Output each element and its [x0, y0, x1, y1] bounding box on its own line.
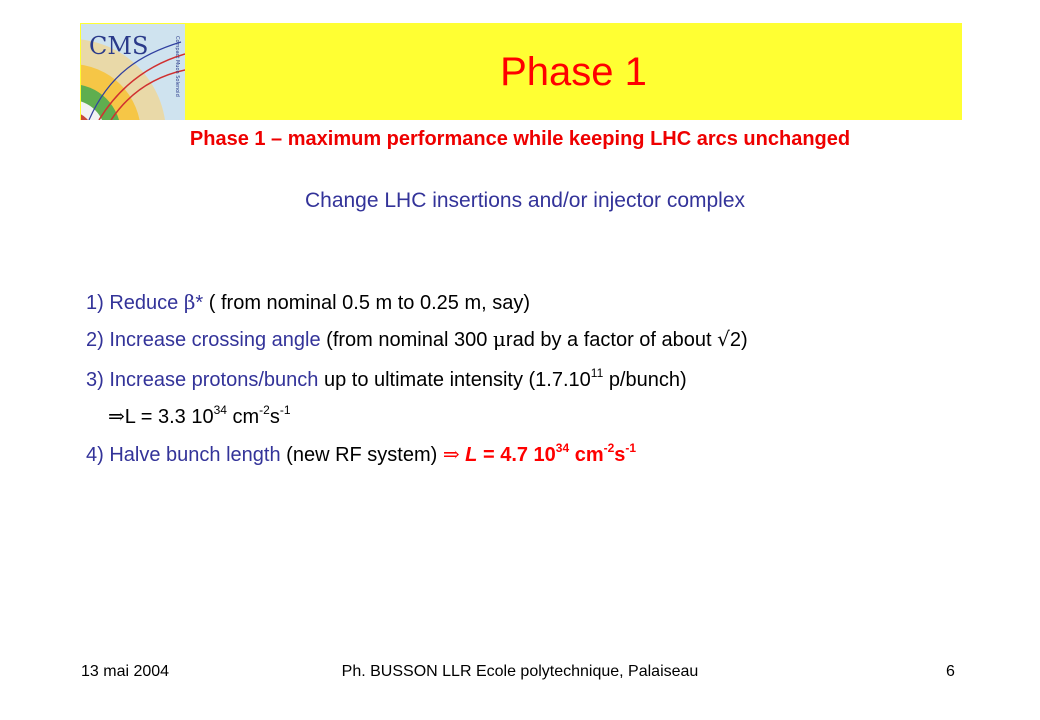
item-action: Halve bunch length — [109, 444, 281, 466]
item-detail-pre: (from nominal 300 — [326, 329, 488, 351]
footer-author: Ph. BUSSON LLR Ecole polytechnique, Palaiseau — [341, 663, 699, 680]
item-number: 1) — [86, 292, 104, 314]
unit-s: s — [269, 406, 280, 428]
list-item-bunch-length — [86, 442, 636, 467]
exponent: -2 — [259, 403, 270, 418]
page-title: Phase 1 — [500, 49, 647, 94]
item-detail-mid: rad by a factor of about — [505, 329, 712, 351]
luminosity-result-1 — [108, 404, 291, 429]
list-item-crossing-angle — [86, 327, 748, 352]
item-action: Increase protons/bunch — [109, 369, 319, 391]
item-detail-post: p/bunch) — [608, 369, 687, 391]
list-item-reduce-beta — [86, 290, 530, 315]
item-action: Reduce — [109, 292, 179, 314]
exponent: 34 — [213, 403, 227, 418]
subtitle: Phase 1 – maximum performance while keeping LHC arcs unchanged — [189, 128, 851, 150]
exponent: -1 — [625, 441, 637, 456]
luminosity-symbol: L — [465, 444, 478, 466]
item-number: 3) — [86, 369, 104, 391]
cms-logo-caption: Compact Muon Solenoid — [174, 36, 180, 97]
beta-symbol: β — [183, 290, 196, 314]
item-detail-pre: up to ultimate intensity (1.7.10 — [323, 369, 591, 391]
luminosity-value: = 3.3 10 — [140, 406, 214, 428]
luminosity-value: = 4.7 10 — [482, 444, 556, 466]
item-number: 2) — [86, 329, 104, 351]
implies-arrow-icon: ⇒ — [442, 442, 460, 466]
unit-cm: cm — [574, 444, 604, 466]
item-detail: ( from nominal 0.5 m to 0.25 m, say) — [208, 292, 531, 314]
item-number: 4) — [86, 444, 104, 466]
item-action: Increase crossing angle — [109, 329, 321, 351]
footer-date: 13 mai 2004 — [81, 663, 170, 680]
beta-star: * — [195, 292, 204, 314]
item-detail-post: 2) — [729, 329, 748, 351]
exponent: 34 — [555, 441, 570, 456]
unit-cm: cm — [232, 406, 260, 428]
exponent: 11 — [590, 366, 604, 381]
cms-logo-icon — [81, 24, 185, 120]
list-item-protons-bunch — [86, 366, 687, 392]
item-detail: (new RF system) — [286, 444, 438, 466]
luminosity-symbol: L — [124, 406, 136, 428]
exponent: -2 — [603, 441, 615, 456]
cms-logo-text: CMS — [89, 32, 149, 60]
exponent: -1 — [279, 403, 291, 418]
mu-symbol: μ — [492, 327, 506, 351]
unit-s: s — [614, 444, 626, 466]
footer-page-number: 6 — [946, 663, 955, 680]
sqrt-symbol: √ — [717, 327, 730, 351]
section-heading: Change LHC insertions and/or injector complex — [304, 189, 746, 212]
implies-arrow-icon: ⇒ — [108, 404, 125, 428]
